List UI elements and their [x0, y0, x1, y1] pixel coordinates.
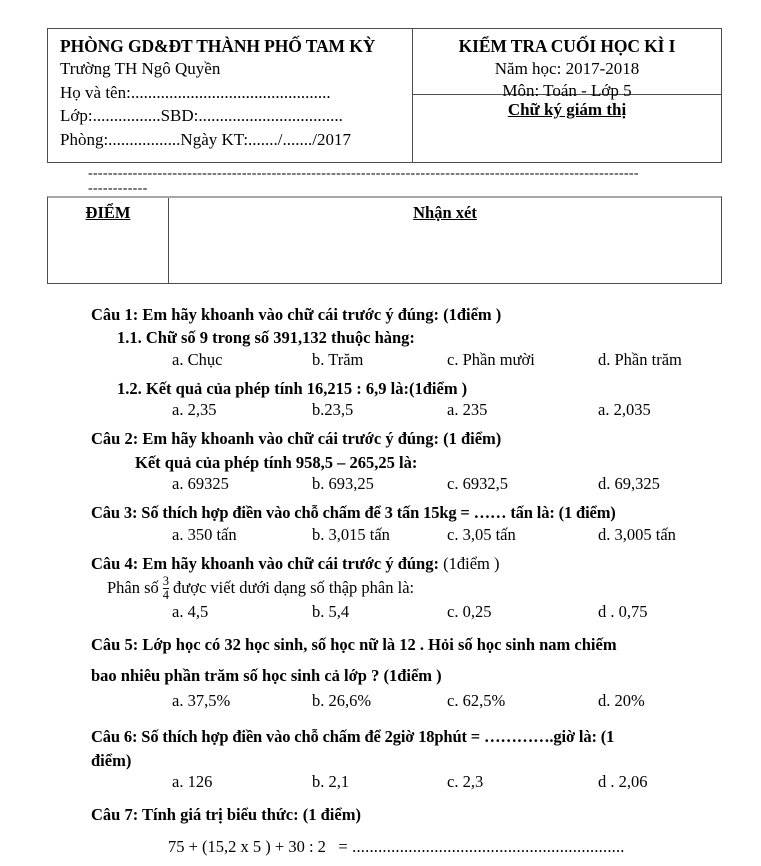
question-3-heading: Câu 3: Số thích hợp điền vào chỗ chấm để 3 tấn 15kg = …… tấn là: (1 điểm)	[91, 503, 616, 523]
class-sbd-field[interactable]: Lớp:................SBD:..................................	[60, 106, 343, 126]
question-4-heading-bold: Câu 4: Em hãy khoanh vào chữ cái trước ý đúng:	[91, 553, 439, 573]
question-6-heading-line2: điểm)	[91, 750, 132, 770]
exam-title-block	[413, 29, 721, 101]
option-b[interactable]: b.23,5	[312, 400, 354, 420]
question-1-heading: Câu 1: Em hãy khoanh vào chữ cái trước ý đúng: (1điểm )	[91, 305, 502, 324]
option-b[interactable]: b. 26,6%	[312, 691, 372, 711]
dashed-separator-line2: ------------	[88, 181, 148, 196]
option-a[interactable]: a. 126	[172, 772, 213, 792]
option-d[interactable]: d. Phần trăm	[598, 349, 682, 369]
option-c[interactable]: c. 62,5%	[447, 691, 506, 711]
question-7-expression-line	[168, 835, 761, 860]
option-d[interactable]: d. 20%	[598, 691, 645, 711]
question-5-heading-line2: bao nhiêu phần trăm số học sinh cả lớp ? (1điểm )	[91, 666, 442, 686]
question-1-2-label: 1.2. Kết quả của phép tính 16,215 : 6,9 là:(1điểm )	[117, 378, 468, 398]
question-1-1-label: 1.1. Chữ số 9 trong số 391,132 thuộc hàng:	[117, 328, 415, 348]
remarks-cell[interactable]	[169, 198, 721, 283]
option-a[interactable]: a. 69325	[172, 474, 229, 494]
option-a[interactable]: a. Chục	[172, 349, 223, 369]
header-exam-cell	[413, 29, 721, 162]
department-name: PHÒNG GD&ĐT THÀNH PHỐ TAM KỲ	[60, 36, 376, 56]
question-4-prompt-before: Phân số	[107, 577, 159, 597]
option-d[interactable]: d . 0,75	[598, 601, 648, 621]
fraction-three-quarters	[163, 575, 169, 602]
question-7-heading: Câu 7: Tính giá trị biểu thức: (1 điểm)	[91, 805, 361, 825]
option-a[interactable]: a. 4,5	[172, 601, 209, 621]
question-7-expression: 75 + (15,2 x 5 ) + 30 : 2	[168, 836, 326, 856]
question-4-options	[0, 602, 761, 629]
school-year: Năm học: 2017-2018	[494, 58, 640, 78]
question-7-answer-blank[interactable]: = ...............................................................	[338, 836, 625, 856]
question-2-heading: Câu 2: Em hãy khoanh vào chữ cái trước ý đúng: (1 điểm)	[91, 429, 502, 449]
option-d[interactable]: d . 2,06	[598, 772, 648, 792]
option-d[interactable]: a. 2,035	[598, 400, 651, 420]
option-c[interactable]: c. Phần mười	[447, 349, 535, 369]
subject-grade: Môn: Toán - Lớp 5	[502, 81, 632, 101]
room-date-field[interactable]: Phòng:.................Ngày KT:......./......./2017	[60, 129, 351, 149]
score-cell[interactable]	[48, 198, 169, 283]
question-5-options	[0, 691, 761, 725]
option-b[interactable]: b. 693,25	[312, 474, 374, 494]
exam-title: KIỂM TRA CUỐI HỌC KÌ I	[458, 36, 676, 56]
question-4-prompt-after: được viết dưới dạng số thập phân là:	[173, 577, 415, 597]
question-5-heading-line1: Câu 5: Lớp học có 32 học sinh, số học nữ là 12 . Hỏi số học sinh nam chiếm	[91, 634, 617, 654]
option-c[interactable]: c. 0,25	[447, 601, 492, 621]
dashed-separator	[88, 166, 728, 196]
option-b[interactable]: b. Trăm	[312, 349, 364, 369]
fraction-numerator: 3	[162, 573, 170, 588]
question-5-heading	[91, 629, 711, 692]
question-6-heading-line1: Câu 6: Số thích hợp điền vào chỗ chấm để 2giờ 18phút = ………….giờ là: (1	[91, 727, 615, 747]
option-b[interactable]: b. 3,015 tấn	[312, 524, 390, 544]
question-3-options	[0, 525, 761, 552]
question-6-options	[0, 772, 761, 799]
question-4-heading	[91, 552, 761, 575]
student-name-field[interactable]: Họ và tên:...............................................	[60, 83, 331, 103]
option-a[interactable]: a. 37,5%	[172, 691, 231, 711]
questions-container	[0, 303, 761, 859]
question-4-prompt	[107, 575, 761, 602]
invigilator-signature-block	[413, 95, 721, 162]
option-c[interactable]: a. 235	[447, 400, 488, 420]
score-remarks-table	[47, 196, 722, 284]
option-a[interactable]: a. 350 tấn	[172, 524, 237, 544]
question-2-options	[0, 474, 761, 501]
invigilator-signature-label: Chữ ký giám thị	[507, 100, 627, 119]
option-b[interactable]: b. 5,4	[312, 601, 350, 621]
question-2-prompt: Kết quả của phép tính 958,5 – 265,25 là:	[135, 452, 418, 472]
score-header-label: ĐIỂM	[85, 203, 131, 222]
question-1-1-options	[0, 350, 761, 377]
option-d[interactable]: d. 3,005 tấn	[598, 524, 676, 544]
school-name: Trường TH Ngô Quyền	[60, 59, 221, 79]
remarks-header-label: Nhận xét	[413, 203, 477, 222]
exam-header-table	[47, 28, 722, 163]
question-1-2-options	[0, 400, 761, 427]
fraction-denominator: 4	[162, 587, 170, 602]
option-c[interactable]: c. 6932,5	[447, 474, 508, 494]
option-c[interactable]: c. 2,3	[447, 772, 484, 792]
option-c[interactable]: c. 3,05 tấn	[447, 524, 516, 544]
option-a[interactable]: a. 2,35	[172, 400, 217, 420]
option-d[interactable]: d. 69,325	[598, 474, 660, 494]
question-4-heading-points: (1điểm )	[438, 553, 500, 573]
option-b[interactable]: b. 2,1	[312, 772, 350, 792]
dashed-separator-line1: ---------------------------------------------------------------------------------------------------------------	[88, 166, 639, 181]
header-school-cell	[48, 29, 413, 162]
